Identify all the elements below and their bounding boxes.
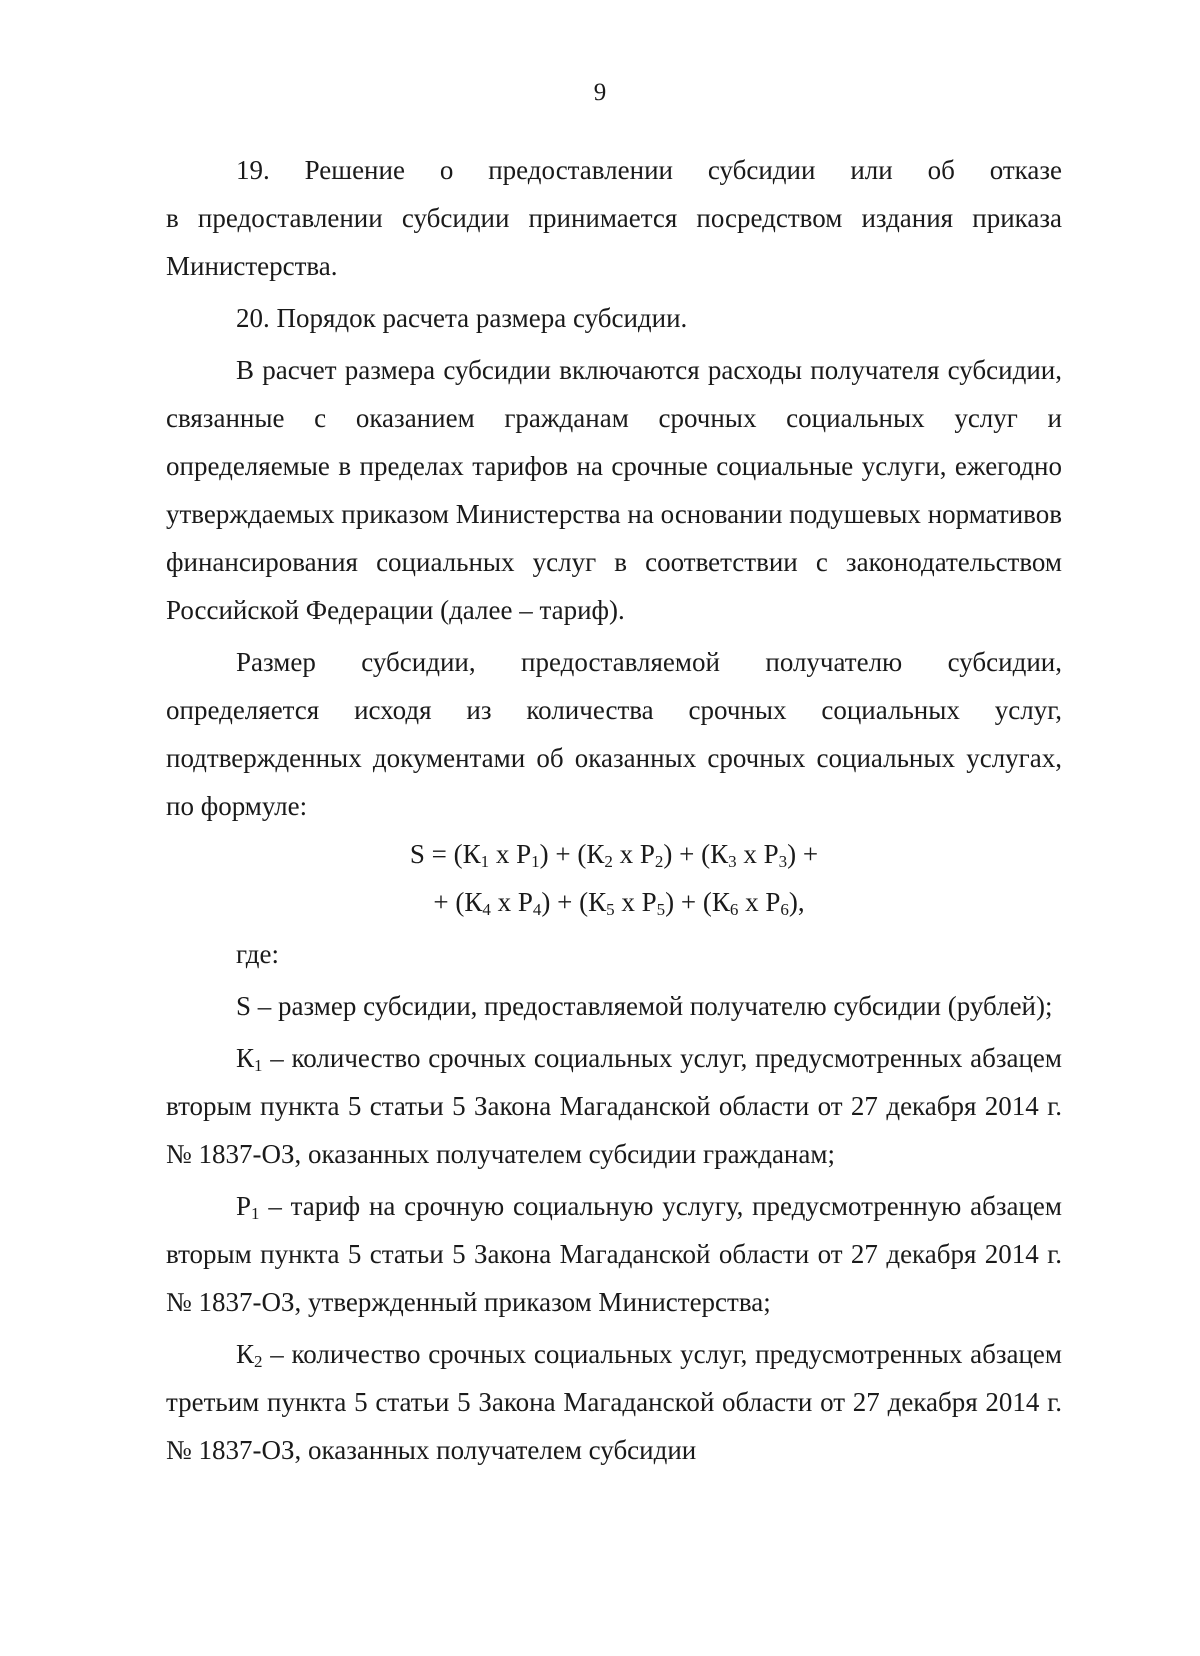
formula-subscript: 2 [604, 852, 613, 871]
symbol: К [236, 1043, 255, 1073]
formula-line-1 [166, 830, 1062, 878]
definition-text: – количество срочных социальных услуг, предусмотренных абзацем вторым пункта 5 статьи 5 Закона Магаданской области от 27 декабря 2014 г. № 1837-ОЗ, оказанных получателем субсидии гражданам; [166, 1043, 1062, 1169]
formula-part: ) + (К [541, 887, 607, 917]
formula-part: х Р [738, 887, 781, 917]
formula-part: х Р [489, 839, 532, 869]
formula-part: ) + (К [539, 839, 605, 869]
paragraph-19-continuation: в предоставлении субсидии принимается посредством издания приказа Министерства. [166, 203, 1062, 281]
definition-text: – тариф на срочную социальную услугу, предусмотренную абзацем вторым пункта 5 статьи 5 Закона Магаданской области от 27 декабря 2014 г. № 1837-ОЗ, утвержденный приказом Министерства; [166, 1191, 1062, 1317]
formula-subscript: 2 [654, 852, 664, 871]
formula-subscript: 1 [531, 852, 540, 871]
formula-part: х Р [490, 887, 533, 917]
paragraph-calculation: В расчет размера субсидии включаются расходы получателя субсидии, связанные с оказанием гражданам срочных социальных услуг и определяемые в пределах тарифов на срочные социальные услуги, ежегодно утверждаемых приказом Министерства на основании подушевых нормативов финансирования социальных услуг в соответствии с законодательством Российской Федерации (далее – тариф). [166, 355, 1062, 625]
definition-k2 [166, 1330, 1062, 1474]
formula-part: ) + (К [665, 887, 730, 917]
formula-subscript: 6 [780, 900, 789, 919]
formula-subscript: 5 [606, 900, 615, 919]
formula-part: х Р [614, 887, 657, 917]
formula-part: х Р [612, 839, 655, 869]
definition-s: S – размер субсидии, предоставляемой получателю субсидии (рублей); [236, 991, 1053, 1021]
where-label: где: [236, 939, 279, 969]
symbol-subscript: 1 [251, 1204, 260, 1223]
formula-part: + (К [433, 887, 483, 917]
formula-part: ) + [787, 839, 819, 869]
definition-p1 [166, 1182, 1062, 1326]
definition-k1 [166, 1034, 1062, 1178]
formula-subscript: 5 [656, 900, 666, 919]
formula-subscript: 4 [532, 900, 542, 919]
formula-part: х Р [736, 839, 779, 869]
symbol: Р [236, 1191, 252, 1221]
paragraph-19-first-line: 19. Решение о предоставлении субсидии или об отказе [236, 155, 1062, 185]
definition-text: – количество срочных социальных услуг, предусмотренных абзацем третьим пункта 5 статьи 5 Закона Магаданской области от 27 декабря 2014 г. № 1837-ОЗ, оказанных получателем субсидии [166, 1339, 1062, 1465]
paragraph-20: 20. Порядок расчета размера субсидии. [236, 303, 688, 333]
formula-subscript: 6 [729, 900, 739, 919]
symbol-subscript: 2 [254, 1352, 263, 1371]
paragraph-subsidy-size: Размер субсидии, предоставляемой получателю субсидии, определяется исходя из количества срочных социальных услуг, подтвержденных документами об оказанных срочных социальных услугах, по формуле: [166, 647, 1062, 821]
formula-subscript: 3 [778, 852, 788, 871]
formula-subscript: 1 [480, 852, 490, 871]
formula-part: ) + (К [663, 839, 729, 869]
formula-subscript: 3 [728, 852, 737, 871]
symbol: К [236, 1339, 255, 1369]
formula-part: S = (К [409, 839, 481, 869]
formula [166, 830, 1062, 926]
formula-subscript: 4 [482, 900, 491, 919]
formula-part: ), [788, 887, 805, 917]
page-number: 9 [593, 79, 607, 106]
document-body [166, 146, 1062, 1474]
symbol-subscript: 1 [254, 1056, 263, 1075]
formula-line-2 [166, 878, 1062, 926]
